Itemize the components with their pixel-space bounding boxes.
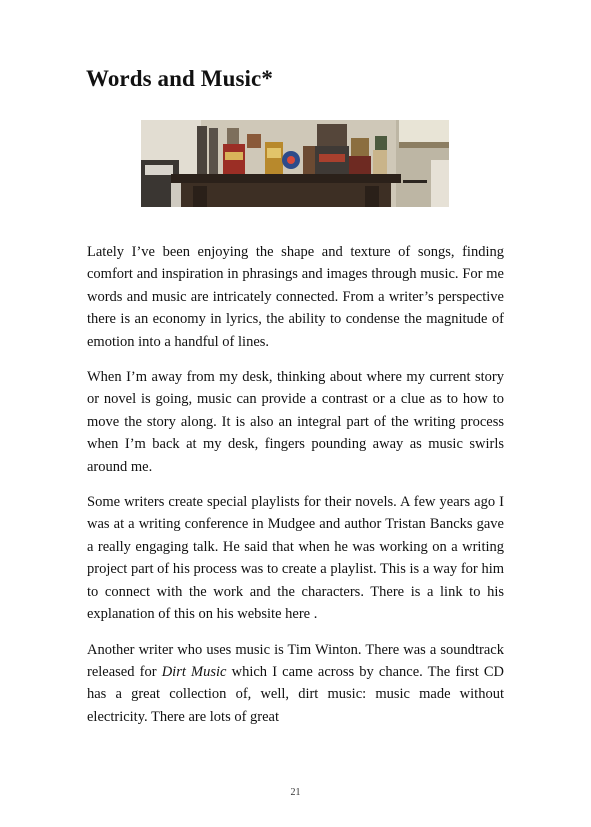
paragraph bbox=[87, 639, 504, 729]
paragraph-text: Another writer who uses music is Tim Winton. There was a soundtrack released for bbox=[87, 641, 504, 680]
paragraph: When I’m away from my desk, thinking about where my current story or novel is going, music can provide a contrast or a clue as to how to move the story along. It is also an integral part of the writing process when I’m back at my desk, fingers pounding away as music swirls around me. bbox=[87, 369, 504, 475]
mantelpiece-photo bbox=[141, 120, 449, 207]
page-title: Words and Music* bbox=[86, 66, 273, 91]
page-number: 21 bbox=[290, 787, 301, 798]
article-body bbox=[87, 241, 504, 741]
paragraph-text: which I came across by chance. The first CD has a great collection of, well, dirt music: music made without electricity. There are lots of great bbox=[87, 663, 505, 725]
paragraph: Lately I’ve been enjoying the shape and texture of songs, finding comfort and inspiration in phrasings and images through music. For me words and music are intricately connected. From a writer’s perspective there is an economy in lyrics, the ability to condense the magnitude of emotion into a handful of lines. bbox=[87, 244, 504, 350]
book-title: Dirt Music bbox=[161, 663, 227, 680]
paragraph: Some writers create special playlists for their novels. A few years ago I was at a writing conference in Mudgee and author Tristan Bancks gave a really engaging talk. He said that when he was working on a writing project part of his process was to create a playlist. This is a way for him to connect with the work and the characters. There is a link to his explanation of this on his website here . bbox=[87, 494, 504, 623]
